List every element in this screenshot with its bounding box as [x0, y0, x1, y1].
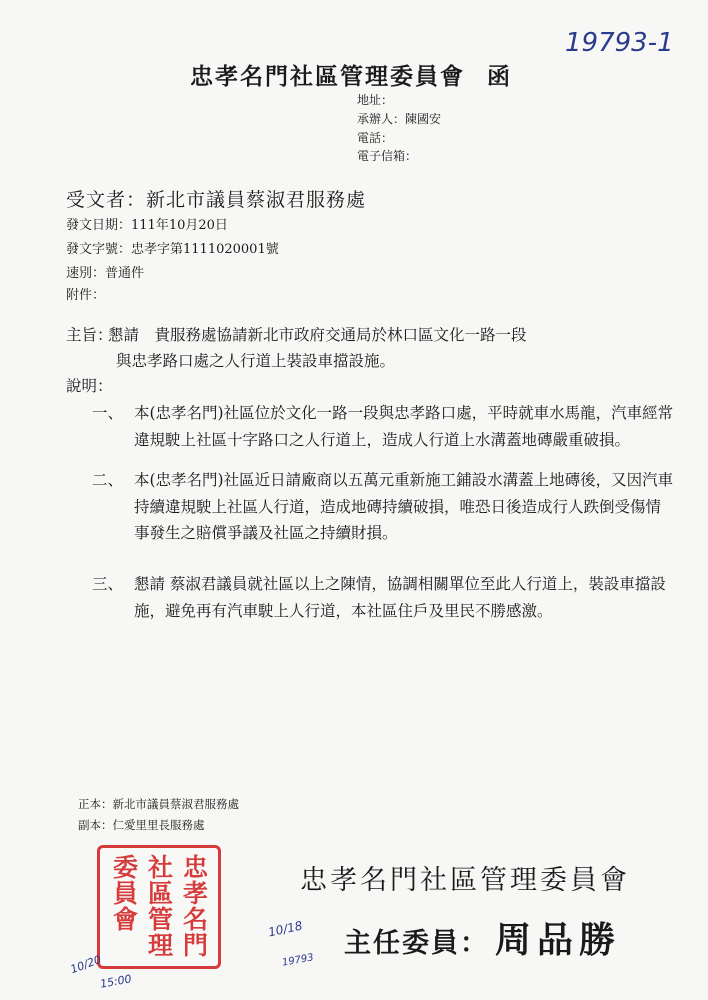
letter-title	[190, 58, 512, 91]
subject-line-1: 懇請 貴服務處協請新北市政府交通局於林口區文化一路一段	[108, 326, 527, 344]
item-number: 二、	[92, 471, 124, 489]
recipient-line: 受文者：新北市議員蔡淑君服務處	[66, 189, 367, 211]
item-number: 一、	[92, 404, 124, 422]
original-recipient: 正本：新北市議員蔡淑君服務處	[78, 797, 239, 811]
email-label: 電子信箱：	[357, 149, 418, 163]
handwritten-number: 19793	[281, 952, 315, 969]
subject-line-2: 與忠孝路口處之人行道上裝設車擋設施。	[116, 352, 396, 370]
issue-date: 發文日期：111年10月20日	[66, 218, 228, 233]
copy-recipient: 副本：仁愛里里長服務處	[78, 818, 205, 832]
item-text: 本(忠孝名門)社區位於文化一路一段與忠孝路口處，平時就車水馬龍，汽車經常違規駛上社區十字路口之人行道上，造成人行道上水溝蓋地磚嚴重破損。	[134, 404, 674, 449]
subject-label: 主旨：	[66, 326, 113, 344]
handwritten-corner-time: 15:00	[99, 972, 133, 991]
item-text: 懇請 蔡淑君議員就社區以上之陳情，協調相關單位至此人行道上，裝設車擋設施，避免再有汽車駛上人行道，本社區住戶及里民不勝感激。	[134, 575, 666, 620]
official-seal	[97, 845, 221, 969]
chair-label: 主任委員：	[344, 928, 489, 959]
seal-column: 委員會	[109, 854, 139, 932]
document-type: 函	[487, 63, 512, 90]
signature-organization: 忠孝名門社區管理委員會	[300, 865, 630, 896]
address-label: 地址：	[357, 93, 394, 107]
handler-line: 承辦人：陳國安	[357, 112, 442, 126]
delivery-speed: 速別：普通件	[66, 266, 145, 281]
chair-name: 周品勝	[495, 919, 622, 961]
phone-label: 電話：	[357, 131, 394, 145]
organization-name: 忠孝名門社區管理委員會	[190, 63, 465, 90]
seal-column: 社區管理	[144, 854, 174, 958]
item-number: 三、	[92, 575, 124, 593]
item-text: 本(忠孝名門)社區近日請廠商以五萬元重新施工鋪設水溝蓋上地磚後，又因汽車持續違規駛上社區人行道，造成地磚持續破損，唯恐日後造成行人跌倒受傷情事發生之賠償爭議及社區之持續財損。	[134, 471, 674, 542]
chairperson-signature	[344, 912, 621, 963]
document-number: 發文字號：忠孝字第1111020001號	[66, 242, 279, 257]
attachment-label: 附件：	[66, 288, 106, 303]
handwritten-corner-date: 10/20	[68, 952, 103, 977]
seal-column: 忠孝名門	[179, 854, 209, 958]
handwritten-doc-number: 19793-1	[565, 28, 674, 58]
handwritten-date: 10/18	[266, 918, 304, 940]
explanation-label: 說明：	[66, 377, 113, 395]
